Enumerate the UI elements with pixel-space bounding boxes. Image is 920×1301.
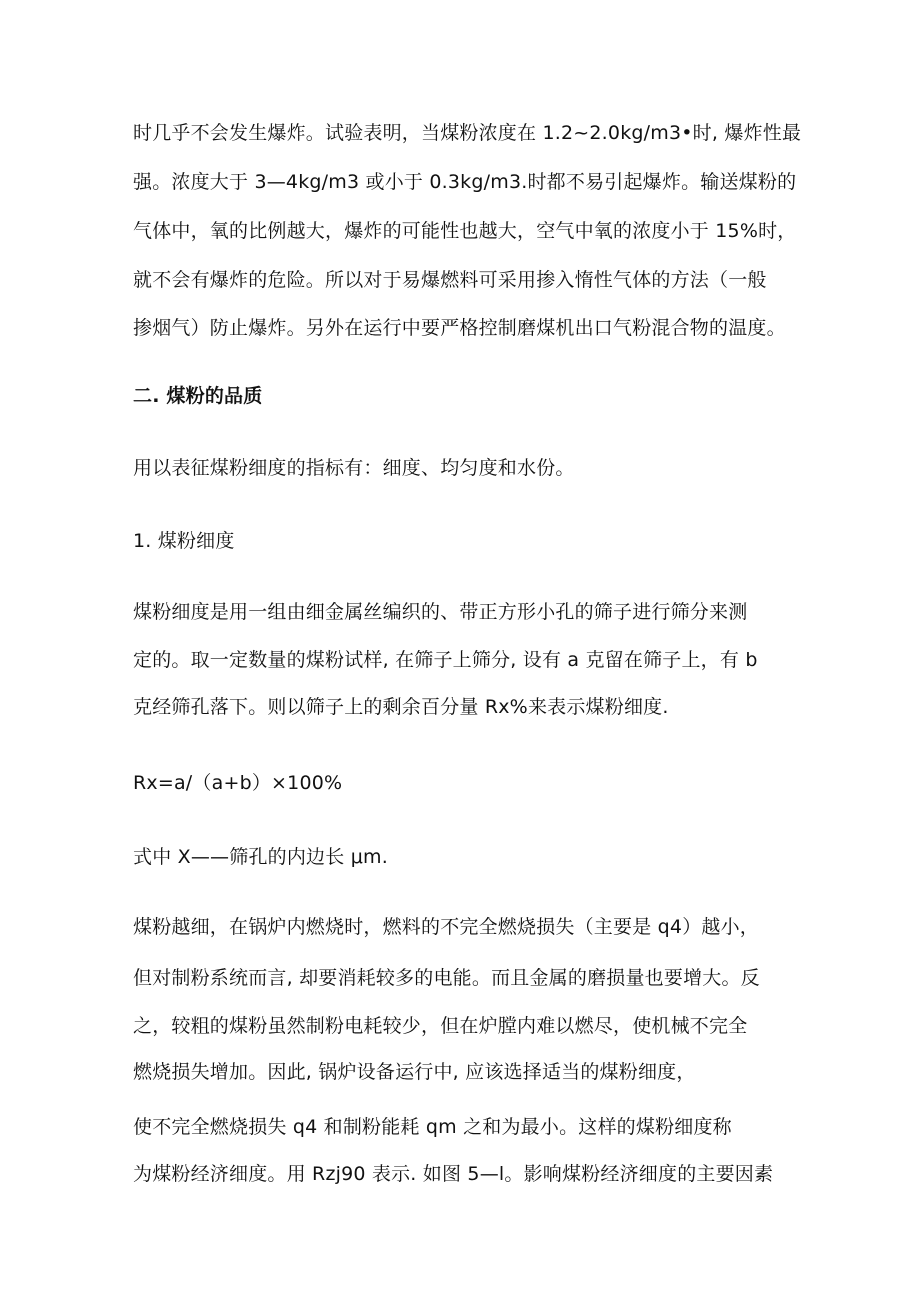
paragraph-line: 克经筛孔落下。则以筛子上的剩余百分量 Rx%来表示煤粉细度. <box>133 696 669 718</box>
paragraph-line: 强。浓度大于 3—4kg/m3 或小于 0.3kg/m3.时都不易引起爆炸。输送煤粉的 <box>133 171 797 193</box>
paragraph-line: 定的。取一定数量的煤粉试样, 在筛子上筛分, 设有 a 克留在筛子上，有 b <box>133 649 758 671</box>
paragraph-line: 为煤粉经济细度。用 Rzj90 表示. 如图 5—l。影响煤粉经济细度的主要因素 <box>133 1163 774 1185</box>
formula-note: 式中 X——筛孔的内边长 μm. <box>133 846 388 868</box>
paragraph-line: 之，较粗的煤粉虽然制粉电耗较少，但在炉膛内难以燃尽，使机械不完全 <box>133 1015 748 1037</box>
paragraph-line: 使不完全燃烧损失 q4 和制粉能耗 qm 之和为最小。这样的煤粉细度称 <box>133 1116 732 1138</box>
paragraph-line: 但对制粉系统而言, 却要消耗较多的电能。而且金属的磨损量也要增大。反 <box>133 967 760 989</box>
paragraph-line: 时几乎不会发生爆炸。试验表明，当煤粉浓度在 1.2~2.0kg∕m3•时, 爆炸性最 <box>133 122 802 144</box>
subsection-heading: 1. 煤粉细度 <box>133 530 235 552</box>
paragraph-line: 掺烟气）防止爆炸。另外在运行中要严格控制磨煤机出口气粉混合物的温度。 <box>133 317 786 339</box>
paragraph-line: 气体中，氧的比例越大，爆炸的可能性也越大，空气中氧的浓度小于 15%时， <box>133 220 797 242</box>
intro-line: 用以表征煤粉细度的指标有：细度、均匀度和水份。 <box>133 457 575 479</box>
formula: Rx=a∕（a+b）×100% <box>133 772 343 794</box>
paragraph-line: 煤粉细度是用一组由细金属丝编织的、带正方形小孔的筛子进行筛分来测 <box>133 601 748 623</box>
section-heading: 二. 煤粉的品质 <box>133 385 263 407</box>
paragraph-line: 燃烧损失增加。因此, 锅炉设备运行中, 应该选择适当的煤粉细度， <box>133 1061 696 1083</box>
paragraph-line: 就不会有爆炸的危险。所以对于易爆燃料可采用掺入惰性气体的方法（一般 <box>133 269 767 291</box>
paragraph-line: 煤粉越细，在锅炉内燃烧时，燃料的不完全燃烧损失（主要是 q4）越小， <box>133 916 759 938</box>
